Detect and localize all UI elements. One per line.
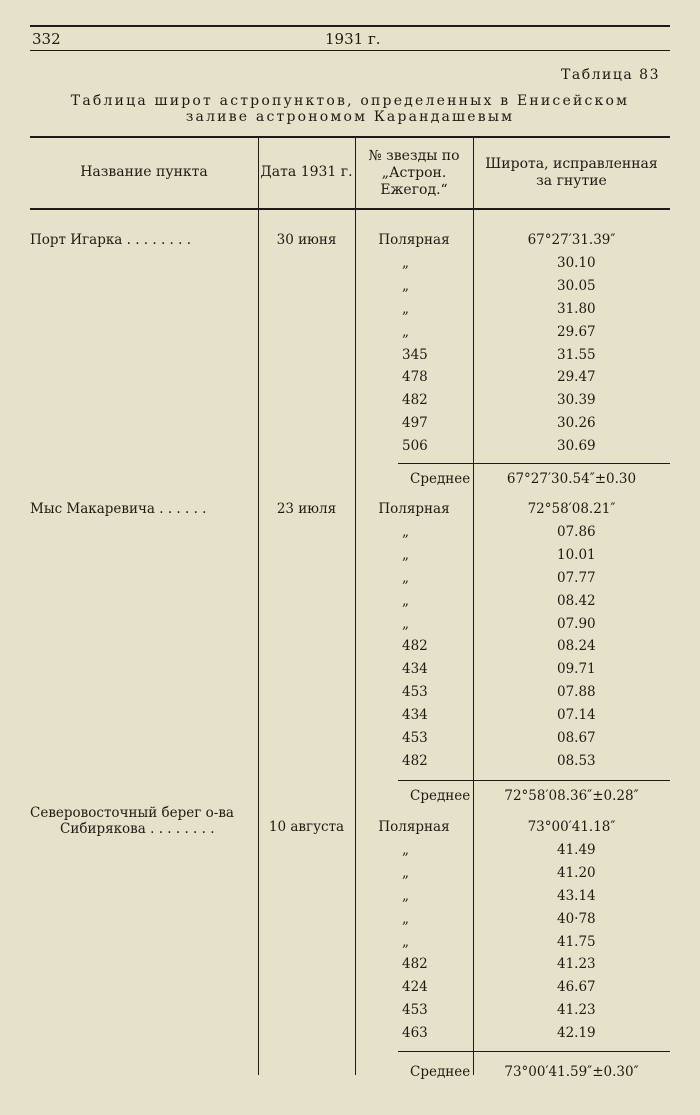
col-header-name: Название пункта [80, 164, 208, 180]
table-title-line2: заливе астрономом Карандашевым [185, 109, 515, 125]
latitude-value: 08.67 [557, 730, 596, 746]
latitude-value: 07.14 [557, 707, 596, 724]
mean-rule [398, 463, 670, 464]
latitude-value: 30.05 [557, 277, 596, 294]
star-number: 482 [402, 638, 428, 655]
latitude-value: 73°00′41.18″ [527, 819, 616, 835]
latitude-value: 30.10 [557, 254, 596, 271]
mean-value: 67°27′30.54″±0.30 [506, 471, 637, 487]
star-number: 453 [402, 730, 428, 746]
star-number: Полярная [378, 232, 450, 248]
mean-value: 73°00′41.59″±0.30″ [504, 1064, 639, 1080]
header-rule [30, 50, 670, 51]
star-number: 478 [402, 369, 428, 386]
latitude-value: 40·78 [557, 910, 596, 927]
col-header-star-l3: Ежегод.“ [380, 182, 448, 198]
star-number: 345 [402, 346, 428, 363]
star-number: „ [402, 910, 409, 927]
col-header-date: Дата 1931 г. [260, 164, 353, 180]
latitude-value: 30.39 [557, 392, 596, 409]
point-name-line2: Сибирякова . . . . . . . . [60, 821, 215, 837]
col-header-star-l1: № звезды по [368, 148, 460, 164]
col-divider-3 [473, 137, 474, 1075]
star-number: „ [402, 546, 409, 563]
table-top-rule [30, 136, 670, 138]
star-number: 482 [402, 956, 428, 973]
latitude-value: 29.67 [557, 323, 596, 340]
latitude-value: 31.55 [557, 346, 596, 363]
latitude-value: 30.69 [557, 438, 596, 455]
star-number: „ [402, 300, 409, 317]
star-number: 453 [402, 684, 428, 701]
latitude-value: 10.01 [557, 546, 596, 563]
star-number: 463 [402, 1025, 428, 1042]
latitude-value: 09.71 [557, 661, 596, 678]
table-label: Таблица 83 [561, 67, 660, 83]
latitude-value: 30.26 [557, 415, 596, 432]
latitude-value: 07.90 [557, 615, 596, 632]
star-number: „ [402, 841, 409, 858]
star-number: 434 [402, 707, 428, 724]
observation-date: 10 августа [268, 819, 345, 835]
mean-label: Среднее [410, 471, 471, 487]
star-number: 453 [402, 1002, 428, 1019]
star-number: „ [402, 592, 409, 609]
star-number: 424 [402, 979, 428, 996]
star-number: „ [402, 277, 409, 294]
mean-label: Среднее [410, 1064, 471, 1080]
col-header-star-l2: „Астрон. [381, 165, 447, 181]
latitude-value: 07.88 [557, 684, 596, 701]
latitude-value: 46.67 [557, 979, 596, 996]
star-number: 482 [402, 392, 428, 409]
star-number: „ [402, 615, 409, 632]
latitude-value: 08.42 [557, 592, 596, 609]
star-number: 434 [402, 661, 428, 678]
page-number: 332 [32, 30, 61, 48]
mean-label: Среднее [410, 788, 471, 804]
col-divider-1 [258, 137, 259, 1075]
latitude-value: 31.80 [557, 300, 596, 317]
star-number: „ [402, 323, 409, 340]
point-name-line1: Северовосточный берег о-ва [30, 805, 234, 821]
latitude-value: 67°27′31.39″ [527, 232, 616, 248]
star-number: „ [402, 933, 409, 950]
col-header-lat-l1: Широта, исправленная [485, 156, 658, 172]
table-title-line1: Таблица широт астропунктов, определенных в Енисейском [70, 93, 630, 109]
star-number: 482 [402, 752, 428, 769]
latitude-value: 41.75 [557, 933, 596, 950]
latitude-value: 08.53 [557, 752, 596, 769]
star-number: „ [402, 523, 409, 540]
star-number: Полярная [378, 501, 450, 517]
latitude-value: 43.14 [557, 887, 596, 904]
star-number: „ [402, 864, 409, 881]
point-name: Порт Игарка . . . . . . . . [30, 232, 191, 248]
latitude-value: 08.24 [557, 638, 596, 655]
star-number: „ [402, 254, 409, 271]
star-number: 497 [402, 415, 428, 432]
latitude-value: 07.86 [557, 523, 596, 540]
col-header-lat-l2: за гнутие [536, 173, 607, 189]
col-divider-2 [355, 137, 356, 1075]
latitude-value: 41.23 [557, 956, 596, 973]
star-number: „ [402, 887, 409, 904]
latitude-value: 41.20 [557, 864, 596, 881]
observation-date: 30 июня [276, 232, 337, 248]
star-number: „ [402, 569, 409, 586]
observation-date: 23 июля [276, 501, 337, 517]
latitude-value: 42.19 [557, 1025, 596, 1042]
latitude-value: 29.47 [557, 369, 596, 386]
star-number: Полярная [378, 819, 450, 835]
latitude-value: 41.23 [557, 1002, 596, 1019]
top-rule [30, 25, 670, 27]
table-header-rule [30, 208, 670, 210]
latitude-value: 72°58′08.21″ [527, 501, 616, 517]
mean-rule [398, 1051, 670, 1052]
mean-rule [398, 780, 670, 781]
latitude-value: 41.49 [557, 841, 596, 858]
latitude-value: 07.77 [557, 569, 596, 586]
point-name: Мыс Макаревича . . . . . . [30, 501, 207, 517]
page-year: 1931 г. [325, 30, 381, 48]
star-number: 506 [402, 438, 428, 455]
mean-value: 72°58′08.36″±0.28″ [504, 788, 639, 804]
